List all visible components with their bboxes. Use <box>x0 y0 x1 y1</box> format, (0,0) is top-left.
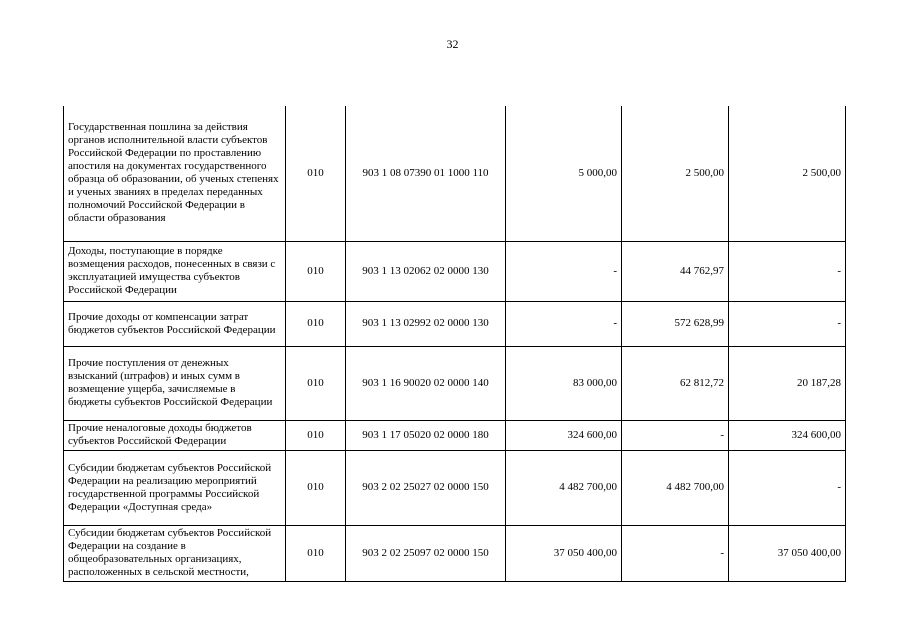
page-number: 32 <box>446 37 459 51</box>
amount-unexecuted: 20 187,28 <box>729 346 846 420</box>
line-code: 010 <box>286 106 346 241</box>
amount-approved: 324 600,00 <box>506 420 622 450</box>
income-name: Прочие доходы от компенсации затрат бюджетов субъектов Российской Федерации <box>64 301 286 346</box>
line-code: 010 <box>286 420 346 450</box>
table-row <box>64 525 846 581</box>
amount-unexecuted: 2 500,00 <box>729 106 846 241</box>
budget-classification-code: 903 1 13 02992 02 0000 130 <box>346 301 506 346</box>
amount-executed: 4 482 700,00 <box>622 450 729 525</box>
amount-executed: - <box>622 420 729 450</box>
amount-unexecuted: 37 050 400,00 <box>729 525 846 581</box>
table-row <box>64 346 846 420</box>
budget-classification-code: 903 1 13 02062 02 0000 130 <box>346 241 506 301</box>
amount-approved: 5 000,00 <box>506 106 622 241</box>
line-code: 010 <box>286 241 346 301</box>
table-row <box>64 450 846 525</box>
line-code: 010 <box>286 450 346 525</box>
amount-unexecuted: - <box>729 450 846 525</box>
amount-approved: 83 000,00 <box>506 346 622 420</box>
amount-approved: 4 482 700,00 <box>506 450 622 525</box>
amount-executed: - <box>622 525 729 581</box>
table-row <box>64 106 846 241</box>
budget-classification-code: 903 1 08 07390 01 1000 110 <box>346 106 506 241</box>
budget-classification-code: 903 2 02 25027 02 0000 150 <box>346 450 506 525</box>
amount-unexecuted: - <box>729 301 846 346</box>
line-code: 010 <box>286 525 346 581</box>
income-name: Государственная пошлина за действия органов исполнительной власти субъектов Российской Федерации по проставлению апостиля на документах государственного образца об образовании, об ученых степенях и ученых званиях в пределах переданных полномочий Российской Федерации в области образования <box>64 106 286 241</box>
budget-classification-code: 903 2 02 25097 02 0000 150 <box>346 525 506 581</box>
income-name: Прочие неналоговые доходы бюджетов субъектов Российской Федерации <box>64 420 286 450</box>
revenue-table <box>63 106 846 582</box>
income-name: Доходы, поступающие в порядке возмещения расходов, понесенных в связи с эксплуатацией имущества субъектов Российской Федерации <box>64 241 286 301</box>
amount-executed: 62 812,72 <box>622 346 729 420</box>
income-name: Субсидии бюджетам субъектов Российской Федерации на создание в общеобразовательных организациях, расположенных в сельской местности, <box>64 525 286 581</box>
amount-unexecuted: - <box>729 241 846 301</box>
line-code: 010 <box>286 301 346 346</box>
amount-unexecuted: 324 600,00 <box>729 420 846 450</box>
amount-executed: 572 628,99 <box>622 301 729 346</box>
line-code: 010 <box>286 346 346 420</box>
table-row <box>64 301 846 346</box>
amount-approved: - <box>506 241 622 301</box>
income-name: Прочие поступления от денежных взысканий (штрафов) и иных сумм в возмещение ущерба, зачисляемые в бюджеты субъектов Российской Федерации <box>64 346 286 420</box>
table-row <box>64 420 846 450</box>
table-row <box>64 241 846 301</box>
amount-approved: - <box>506 301 622 346</box>
amount-executed: 44 762,97 <box>622 241 729 301</box>
income-name: Субсидии бюджетам субъектов Российской Федерации на реализацию мероприятий государственной программы Российской Федерации «Доступная среда» <box>64 450 286 525</box>
budget-classification-code: 903 1 16 90020 02 0000 140 <box>346 346 506 420</box>
amount-executed: 2 500,00 <box>622 106 729 241</box>
amount-approved: 37 050 400,00 <box>506 525 622 581</box>
budget-classification-code: 903 1 17 05020 02 0000 180 <box>346 420 506 450</box>
